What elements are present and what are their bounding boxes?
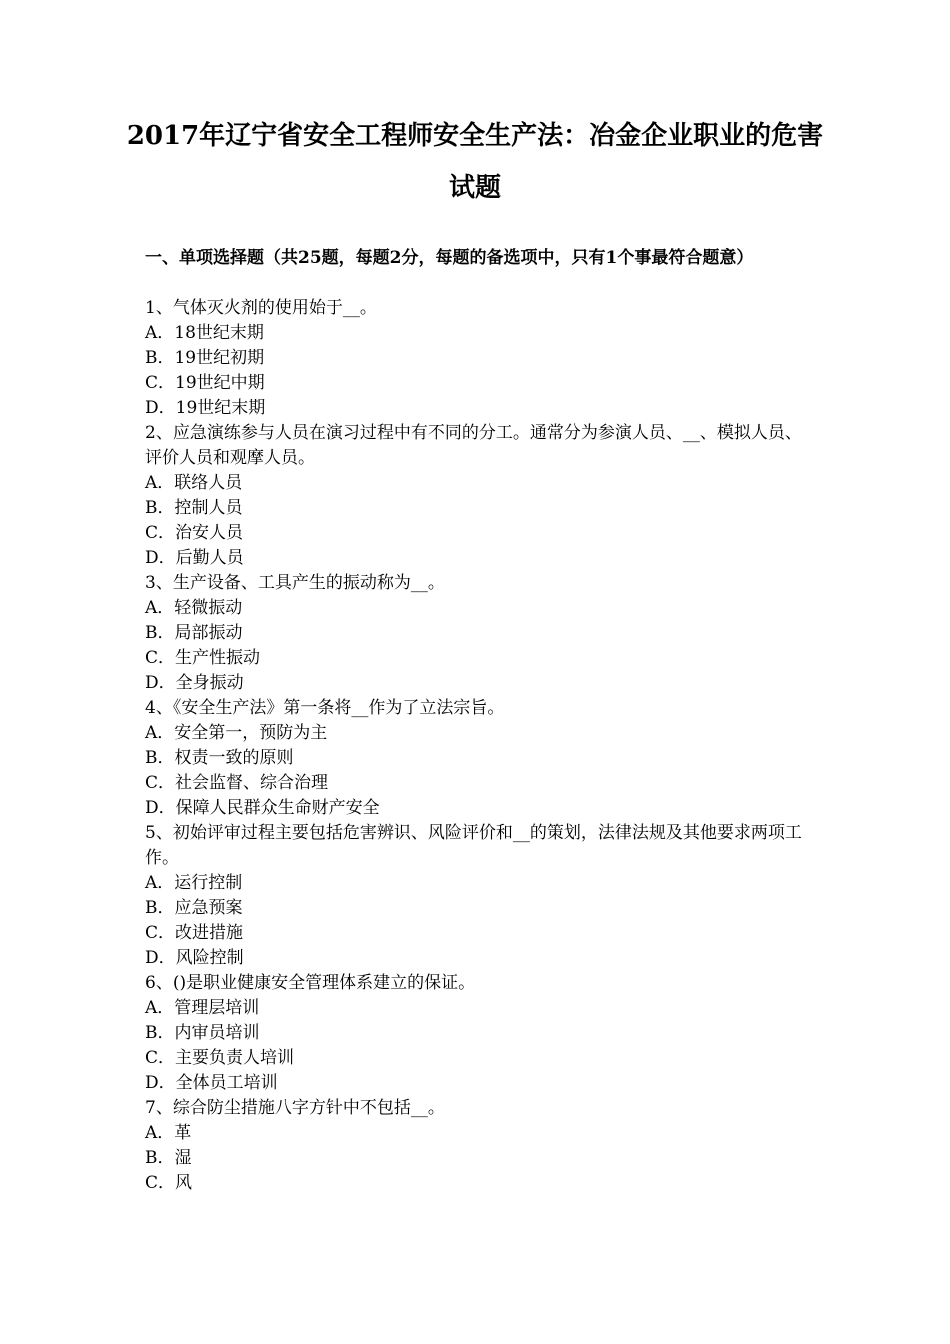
option-d: D．保障人民群众生命财产安全 (145, 798, 380, 818)
question-text: 4、《安全生产法》第一条将__作为了立法宗旨。 (145, 698, 505, 718)
option-a: A．安全第一，预防为主 (145, 723, 328, 743)
option-b: B．19世纪初期 (145, 348, 265, 368)
section-heading: 一、单项选择题（共25题，每题2分，每题的备选项中，只有1个事最符合题意） (145, 248, 754, 268)
question-2 (145, 421, 810, 571)
question-3 (145, 571, 810, 696)
option-a: A．轻微振动 (145, 598, 243, 618)
option-c: C．主要负责人培训 (145, 1048, 295, 1068)
option-c: C．改进措施 (145, 923, 244, 943)
option-a: A．管理层培训 (145, 998, 260, 1018)
option-b: B．内审员培训 (145, 1023, 260, 1043)
option-d: D．全身振动 (145, 673, 244, 693)
option-c: C．风 (145, 1173, 193, 1193)
question-6 (145, 971, 810, 1096)
question-text: 6、()是职业健康安全管理体系建立的保证。 (145, 973, 476, 993)
option-a: A．18世纪末期 (145, 323, 264, 343)
option-b: B．权责一致的原则 (145, 748, 294, 768)
option-d: D．19世纪末期 (145, 398, 266, 418)
option-c: C．治安人员 (145, 523, 244, 543)
option-b: B．湿 (145, 1148, 192, 1168)
question-text: 5、初始评审过程主要包括危害辨识、风险评价和__的策划，法律法规及其他要求两项工作。 (145, 823, 802, 868)
question-text: 2、应急演练参与人员在演习过程中有不同的分工。通常分为参演人员、__、模拟人员、评价人员和观摩人员。 (145, 423, 802, 468)
option-d: D．风险控制 (145, 948, 244, 968)
question-7 (145, 1096, 810, 1196)
question-text: 1、气体灭火剂的使用始于__。 (145, 298, 377, 318)
option-a: A．联络人员 (145, 473, 243, 493)
option-a: A．运行控制 (145, 873, 243, 893)
document-title: 2017年辽宁省安全工程师安全生产法：冶金企业职业的危害试题 (126, 121, 824, 203)
question-4 (145, 696, 810, 821)
option-c: C．生产性振动 (145, 648, 261, 668)
option-d: D．全体员工培训 (145, 1073, 278, 1093)
question-5 (145, 821, 810, 971)
option-d: D．后勤人员 (145, 548, 244, 568)
option-b: B．应急预案 (145, 898, 243, 918)
option-b: B．控制人员 (145, 498, 243, 518)
question-1 (145, 296, 810, 421)
option-b: B．局部振动 (145, 623, 243, 643)
question-text: 7、综合防尘措施八字方针中不包括__。 (145, 1098, 445, 1118)
question-text: 3、生产设备、工具产生的振动称为__。 (145, 573, 445, 593)
question-list (145, 296, 810, 1196)
option-a: A．革 (145, 1123, 192, 1143)
option-c: C．19世纪中期 (145, 373, 265, 393)
option-c: C．社会监督、综合治理 (145, 773, 329, 793)
